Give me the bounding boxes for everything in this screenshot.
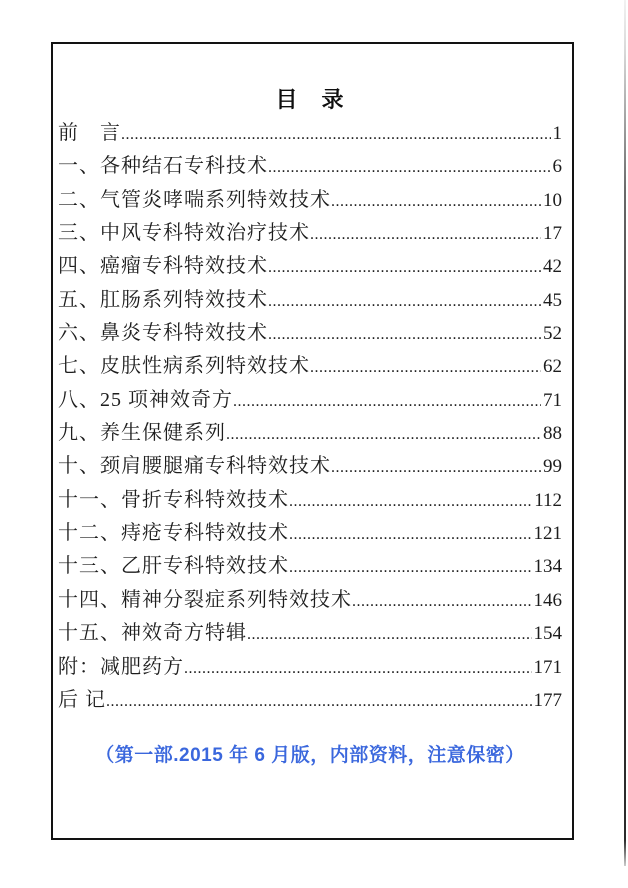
toc-entry bbox=[58, 184, 562, 217]
toc-dot-leader bbox=[247, 617, 532, 650]
toc-entry-label: 十三、乙肝专科特效技术 bbox=[58, 555, 289, 578]
toc-entry-page-number: 99 bbox=[543, 456, 562, 478]
toc-entry-label: 八、25 项神效奇方 bbox=[58, 388, 233, 411]
toc-entry bbox=[58, 450, 562, 483]
toc-entry-label: 三、中风专科特效治疗技术 bbox=[58, 222, 310, 245]
toc-entry-label: 前 言 bbox=[58, 122, 121, 144]
scan-edge-line bbox=[624, 0, 626, 866]
toc-dot-leader bbox=[268, 150, 551, 183]
toc-entry-page-number: 71 bbox=[543, 389, 562, 411]
toc-entry-label: 后 记 bbox=[58, 688, 106, 711]
toc-entry-page-number: 52 bbox=[543, 323, 562, 345]
toc-entry bbox=[58, 651, 562, 684]
toc-dot-leader bbox=[121, 117, 551, 150]
toc-entry-label: 四、癌瘤专科特效技术 bbox=[58, 255, 268, 278]
toc-entry-page-number: 10 bbox=[543, 189, 562, 211]
toc-entry bbox=[58, 350, 562, 383]
toc-entry-page-number: 121 bbox=[533, 523, 562, 545]
toc-list bbox=[58, 117, 562, 717]
toc-entry bbox=[58, 250, 562, 283]
toc-entry-page-number: 1 bbox=[552, 123, 562, 144]
toc-dot-leader bbox=[310, 350, 541, 383]
toc-entry-label: 九、养生保健系列 bbox=[58, 422, 226, 445]
toc-dot-leader bbox=[233, 384, 541, 417]
toc-entry-page-number: 17 bbox=[543, 223, 562, 245]
toc-entry-page-number: 45 bbox=[543, 289, 562, 311]
toc-dot-leader bbox=[226, 417, 541, 450]
toc-dot-leader bbox=[268, 250, 541, 283]
toc-entry-label: 附：减肥药方 bbox=[58, 655, 184, 678]
toc-entry bbox=[58, 617, 562, 650]
toc-dot-leader bbox=[310, 217, 541, 250]
toc-entry bbox=[58, 484, 562, 517]
toc-entry-label: 十、颈肩腰腿痛专科特效技术 bbox=[58, 455, 331, 478]
page-title: 目 录 bbox=[275, 87, 345, 112]
toc-entry-page-number: 112 bbox=[534, 489, 562, 511]
toc-entry-label: 十二、痔疮专科特效技术 bbox=[58, 522, 289, 545]
toc-entry-label: 五、肛肠系列特效技术 bbox=[58, 288, 268, 311]
toc-entry-label: 一、各种结石专科技术 bbox=[58, 155, 268, 178]
toc-entry-label: 十五、神效奇方特辑 bbox=[58, 622, 247, 645]
toc-entry-page-number: 171 bbox=[533, 656, 562, 678]
toc-dot-leader bbox=[289, 550, 532, 583]
toc-entry-page-number: 146 bbox=[533, 589, 562, 611]
toc-entry-page-number: 134 bbox=[533, 556, 562, 578]
toc-entry bbox=[58, 384, 562, 417]
toc-entry-label: 十四、精神分裂症系列特效技术 bbox=[58, 588, 352, 611]
edition-note: （第一部.2015 年 6 月版，内部资料，注意保密） bbox=[95, 745, 525, 767]
toc-entry bbox=[58, 284, 562, 317]
toc-entry bbox=[58, 517, 562, 550]
toc-dot-leader bbox=[268, 284, 541, 317]
toc-entry bbox=[58, 417, 562, 450]
toc-dot-leader bbox=[331, 184, 541, 217]
toc-dot-leader bbox=[352, 584, 532, 617]
toc-entry bbox=[58, 584, 562, 617]
toc-entry-page-number: 88 bbox=[543, 423, 562, 445]
toc-entry bbox=[58, 550, 562, 583]
toc-dot-leader bbox=[268, 317, 541, 350]
page-border bbox=[51, 42, 574, 840]
toc-entry-page-number: 42 bbox=[543, 256, 562, 278]
toc-entry-label: 二、气管炎哮喘系列特效技术 bbox=[58, 188, 331, 211]
toc-dot-leader bbox=[289, 517, 532, 550]
toc-entry bbox=[58, 217, 562, 250]
toc-entry bbox=[58, 117, 562, 150]
toc-entry-page-number: 177 bbox=[533, 689, 562, 711]
toc-entry-page-number: 6 bbox=[552, 156, 562, 178]
toc-entry-page-number: 154 bbox=[533, 623, 562, 645]
toc-entry-label: 十一、骨折专科特效技术 bbox=[58, 488, 289, 511]
toc-entry bbox=[58, 684, 562, 717]
toc-entry bbox=[58, 150, 562, 183]
toc-dot-leader bbox=[331, 450, 541, 483]
toc-dot-leader bbox=[184, 651, 532, 684]
toc-entry-label: 六、鼻炎专科特效技术 bbox=[58, 322, 268, 345]
toc-entry-page-number: 62 bbox=[543, 356, 562, 378]
toc-entry-label: 七、皮肤性病系列特效技术 bbox=[58, 355, 310, 378]
toc-entry bbox=[58, 317, 562, 350]
toc-dot-leader bbox=[289, 484, 532, 517]
toc-dot-leader bbox=[106, 684, 532, 717]
